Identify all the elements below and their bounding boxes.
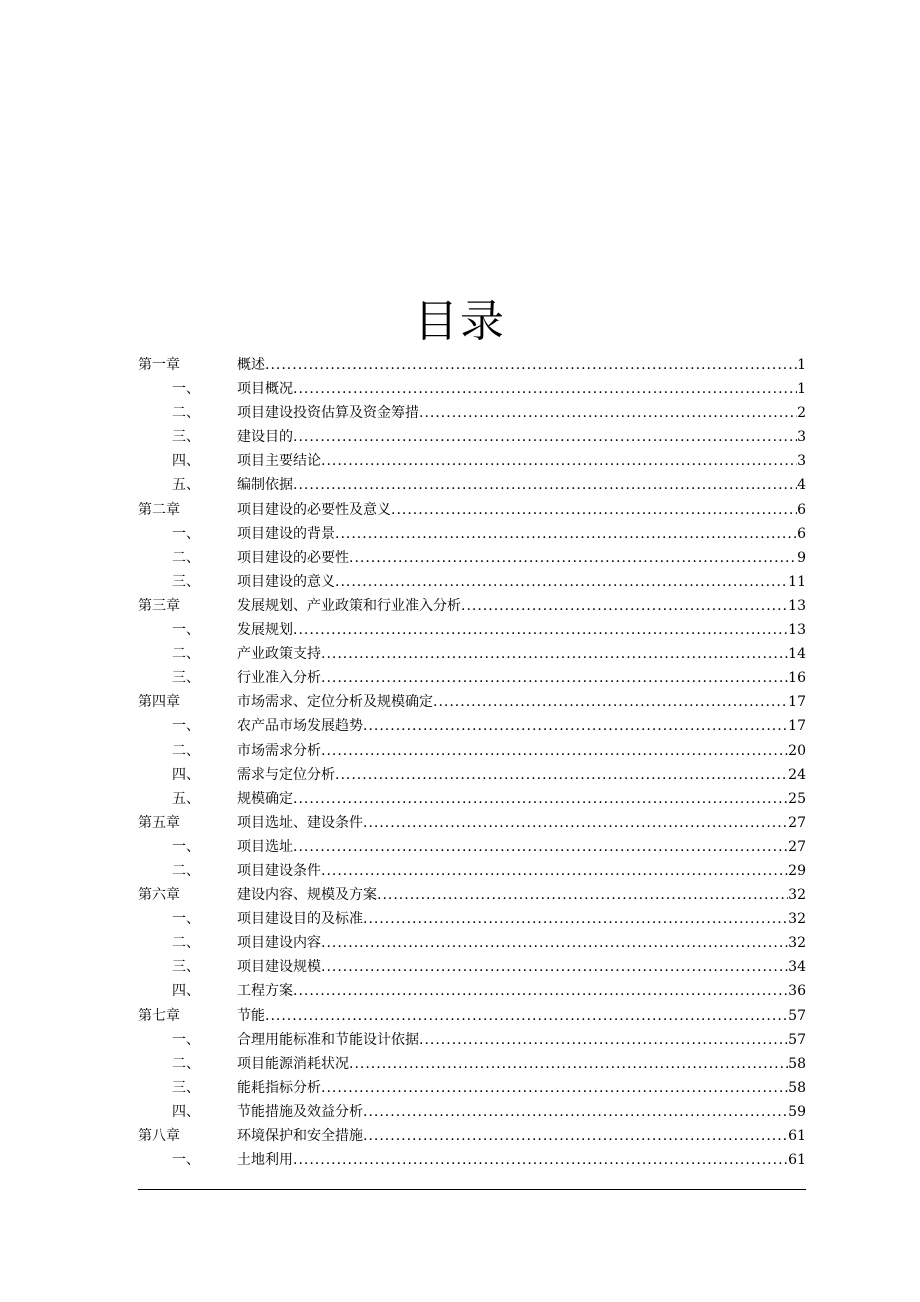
toc-page-number: 2 [797,405,806,422]
toc-entry-title: 项目建设的意义 [237,573,335,590]
toc-entry-number: 第一章 [138,357,180,373]
toc-section-entry[interactable] [138,522,806,546]
toc-section-entry[interactable] [138,907,806,931]
toc-entry-number: 二、 [172,862,200,879]
toc-entry-line [237,1076,806,1100]
toc-entry-number: 二、 [172,405,200,422]
toc-entry-title: 工程方案 [237,983,293,1000]
toc-entry-title: 项目主要结论 [237,453,321,470]
toc-section-entry[interactable] [138,377,806,401]
toc-section-entry[interactable] [138,666,806,690]
toc-page-number: 1 [797,357,806,373]
toc-entry-line [237,835,806,859]
toc-entry-line [237,979,806,1003]
toc-entry-number: 一、 [172,911,200,928]
toc-entry-title: 项目建设的背景 [237,525,335,542]
toc-entry-number: 第六章 [138,887,180,904]
toc-entry-number: 三、 [172,573,200,590]
toc-page-number: 27 [788,814,806,831]
toc-entry-line [237,425,806,449]
toc-page-number: 58 [788,1055,806,1072]
toc-entry-line [237,570,806,594]
toc-page-number: 57 [788,1031,806,1048]
toc-entry-line [237,498,806,522]
toc-entry-line [237,1052,806,1076]
toc-page-number: 4 [797,477,806,494]
toc-entry-number: 第二章 [138,501,180,518]
toc-section-entry[interactable] [138,787,806,811]
dot-leader [349,546,797,570]
toc-entry-line [237,642,806,666]
toc-section-entry[interactable] [138,546,806,570]
dot-leader [335,763,788,787]
dot-leader [335,522,797,546]
toc-entry-number: 四、 [172,453,200,470]
dot-leader [349,1052,788,1076]
toc-entry-title: 行业准入分析 [237,670,321,687]
toc-page-number: 32 [788,887,806,904]
toc-entry-title: 项目能源消耗状况 [237,1055,349,1072]
toc-section-entry[interactable] [138,859,806,883]
toc-page-number: 1 [797,381,806,398]
toc-entry-line [237,931,806,955]
toc-entry-number: 二、 [172,935,200,952]
toc-entry-line [237,1004,806,1028]
toc-section-entry[interactable] [138,835,806,859]
toc-section-entry[interactable] [138,1028,806,1052]
toc-entry-number: 三、 [172,1079,200,1096]
toc-entry-number: 一、 [172,1031,200,1048]
toc-entry-title: 合理用能标准和节能设计依据 [237,1031,419,1048]
toc-entry-line [237,1148,806,1172]
toc-page-number: 34 [788,959,806,976]
toc-entry-title: 项目建设内容 [237,935,321,952]
toc-entry-line [237,811,806,835]
toc-page-number: 6 [797,525,806,542]
dot-leader [265,1004,788,1028]
toc-page-number: 17 [788,694,806,711]
toc-chapter-entry[interactable] [138,1124,806,1148]
toc-entry-number: 三、 [172,959,200,976]
toc-entry-line [237,594,806,618]
dot-leader [321,955,788,979]
toc-entry-number: 一、 [172,381,200,398]
toc-section-entry[interactable] [138,714,806,738]
dot-leader [265,353,797,377]
toc-section-entry[interactable] [138,979,806,1003]
toc-entry-title: 项目选址 [237,838,293,855]
toc-entry-title: 项目建设的必要性及意义 [237,501,391,518]
toc-entry-number: 四、 [172,1103,200,1120]
toc-section-entry[interactable] [138,473,806,497]
dot-leader [363,811,788,835]
toc-entry-title: 发展规划、产业政策和行业准入分析 [237,597,461,614]
toc-page-number: 17 [788,718,806,735]
toc-page-number: 13 [788,622,806,639]
dot-leader [461,594,788,618]
dot-leader [335,570,788,594]
toc-section-entry[interactable] [138,1100,806,1124]
toc-page-number: 24 [788,766,806,783]
toc-page-number: 29 [788,862,806,879]
toc-entry-title: 节能 [237,1007,265,1024]
toc-page-number: 61 [788,1128,806,1144]
toc-page-number: 27 [788,838,806,855]
toc-page-number: 16 [788,670,806,687]
dot-leader [293,787,788,811]
toc-entry-line [237,787,806,811]
dot-leader [321,642,788,666]
table-of-contents [138,353,806,1172]
dot-leader [419,1028,788,1052]
toc-entry-title: 建设内容、规模及方案 [237,887,377,904]
dot-leader [321,666,788,690]
toc-section-entry[interactable] [138,763,806,787]
toc-entry-title: 农产品市场发展趋势 [237,718,363,735]
toc-entry-line [237,907,806,931]
toc-page-number: 3 [797,429,806,446]
toc-page-number: 61 [788,1152,806,1169]
toc-entry-title: 建设目的 [237,429,293,446]
toc-page-number: 32 [788,911,806,928]
toc-entry-line [237,353,806,377]
toc-entry-number: 四、 [172,983,200,1000]
toc-entry-number: 五、 [172,477,200,494]
toc-entry-number: 二、 [172,742,200,759]
toc-page-number: 32 [788,935,806,952]
toc-section-entry[interactable] [138,739,806,763]
toc-chapter-entry[interactable] [138,811,806,835]
dot-leader [293,979,788,1003]
toc-entry-title: 环境保护和安全措施 [237,1128,363,1144]
dot-leader [419,401,797,425]
toc-entry-line [237,739,806,763]
dot-leader [363,1124,788,1148]
toc-page-number: 57 [788,1007,806,1024]
toc-entry-number: 第八章 [138,1128,180,1144]
toc-entry-number: 一、 [172,525,200,542]
dot-leader [293,835,788,859]
toc-entry-title: 项目选址、建设条件 [237,814,363,831]
dot-leader [363,1100,788,1124]
toc-chapter-entry[interactable] [138,883,806,907]
toc-entry-number: 第四章 [138,694,180,711]
toc-chapter-entry[interactable] [138,353,806,377]
toc-entry-number: 一、 [172,838,200,855]
toc-entry-number: 三、 [172,429,200,446]
toc-entry-number: 第三章 [138,597,180,614]
dot-leader [321,449,797,473]
dot-leader [433,690,788,714]
toc-entry-title: 产业政策支持 [237,646,321,663]
toc-page-number: 20 [788,742,806,759]
toc-entry-title: 需求与定位分析 [237,766,335,783]
toc-entry-line [237,666,806,690]
dot-leader [377,883,788,907]
toc-section-entry[interactable] [138,1076,806,1100]
toc-entry-title: 节能措施及效益分析 [237,1103,363,1120]
toc-entry-line [237,1124,806,1148]
dot-leader [293,377,797,401]
dot-leader [363,714,788,738]
dot-leader [293,425,797,449]
toc-entry-line [237,546,806,570]
toc-entry-line [237,714,806,738]
toc-entry-title: 项目建设规模 [237,959,321,976]
toc-entry-line [237,377,806,401]
toc-page-number: 59 [788,1103,806,1120]
toc-page-number: 14 [788,646,806,663]
toc-entry-number: 一、 [172,718,200,735]
toc-page-number: 25 [788,790,806,807]
footer-divider [138,1189,806,1190]
toc-entry-line [237,522,806,546]
dot-leader [321,739,788,763]
toc-page-number: 3 [797,453,806,470]
toc-section-entry[interactable] [138,955,806,979]
toc-entry-title: 项目建设目的及标准 [237,911,363,928]
toc-entry-title: 项目概况 [237,381,293,398]
toc-entry-line [237,883,806,907]
dot-leader [391,498,797,522]
toc-entry-number: 四、 [172,766,200,783]
toc-entry-line [237,690,806,714]
toc-section-entry[interactable] [138,1052,806,1076]
toc-entry-number: 第五章 [138,814,180,831]
toc-entry-line [237,859,806,883]
toc-entry-number: 二、 [172,549,200,566]
toc-entry-number: 一、 [172,622,200,639]
toc-entry-title: 概述 [237,357,265,373]
toc-entry-number: 二、 [172,1055,200,1072]
toc-entry-title: 市场需求、定位分析及规模确定 [237,694,433,711]
toc-entry-number: 三、 [172,670,200,687]
dot-leader [321,1076,788,1100]
toc-entry-title: 项目建设投资估算及资金筹措 [237,405,419,422]
toc-section-entry[interactable] [138,449,806,473]
toc-section-entry[interactable] [138,618,806,642]
toc-section-entry[interactable] [138,642,806,666]
toc-entry-line [237,763,806,787]
toc-entry-title: 发展规划 [237,622,293,639]
toc-entry-number: 第七章 [138,1007,180,1024]
toc-entry-line [237,473,806,497]
toc-entry-title: 土地利用 [237,1152,293,1169]
toc-page-number: 6 [797,501,806,518]
toc-entry-number: 五、 [172,790,200,807]
dot-leader [293,618,788,642]
toc-chapter-entry[interactable] [138,498,806,522]
toc-entry-number: 一、 [172,1152,200,1169]
toc-entry-line [237,955,806,979]
toc-page-number: 11 [788,573,806,590]
toc-section-entry[interactable] [138,931,806,955]
toc-entry-line [237,1100,806,1124]
dot-leader [363,907,788,931]
toc-entry-title: 能耗指标分析 [237,1079,321,1096]
toc-entry-title: 规模确定 [237,790,293,807]
dot-leader [293,473,797,497]
toc-chapter-entry[interactable] [138,1004,806,1028]
toc-page-number: 36 [788,983,806,1000]
toc-entry-title: 编制依据 [237,477,293,494]
toc-section-entry[interactable] [138,425,806,449]
toc-section-entry[interactable] [138,1148,806,1172]
toc-section-entry[interactable] [138,401,806,425]
toc-entry-line [237,449,806,473]
toc-section-entry[interactable] [138,570,806,594]
toc-entry-title: 市场需求分析 [237,742,321,759]
toc-page-number: 9 [797,549,806,566]
toc-page-number: 58 [788,1079,806,1096]
dot-leader [321,931,788,955]
toc-entry-line [237,618,806,642]
toc-entry-title: 项目建设条件 [237,862,321,879]
page-title: 目录 [414,296,506,347]
toc-page-number: 13 [788,597,806,614]
toc-chapter-entry[interactable] [138,594,806,618]
toc-chapter-entry[interactable] [138,690,806,714]
dot-leader [321,859,788,883]
toc-entry-number: 二、 [172,646,200,663]
toc-entry-line [237,401,806,425]
toc-entry-line [237,1028,806,1052]
toc-entry-title: 项目建设的必要性 [237,549,349,566]
dot-leader [293,1148,788,1172]
